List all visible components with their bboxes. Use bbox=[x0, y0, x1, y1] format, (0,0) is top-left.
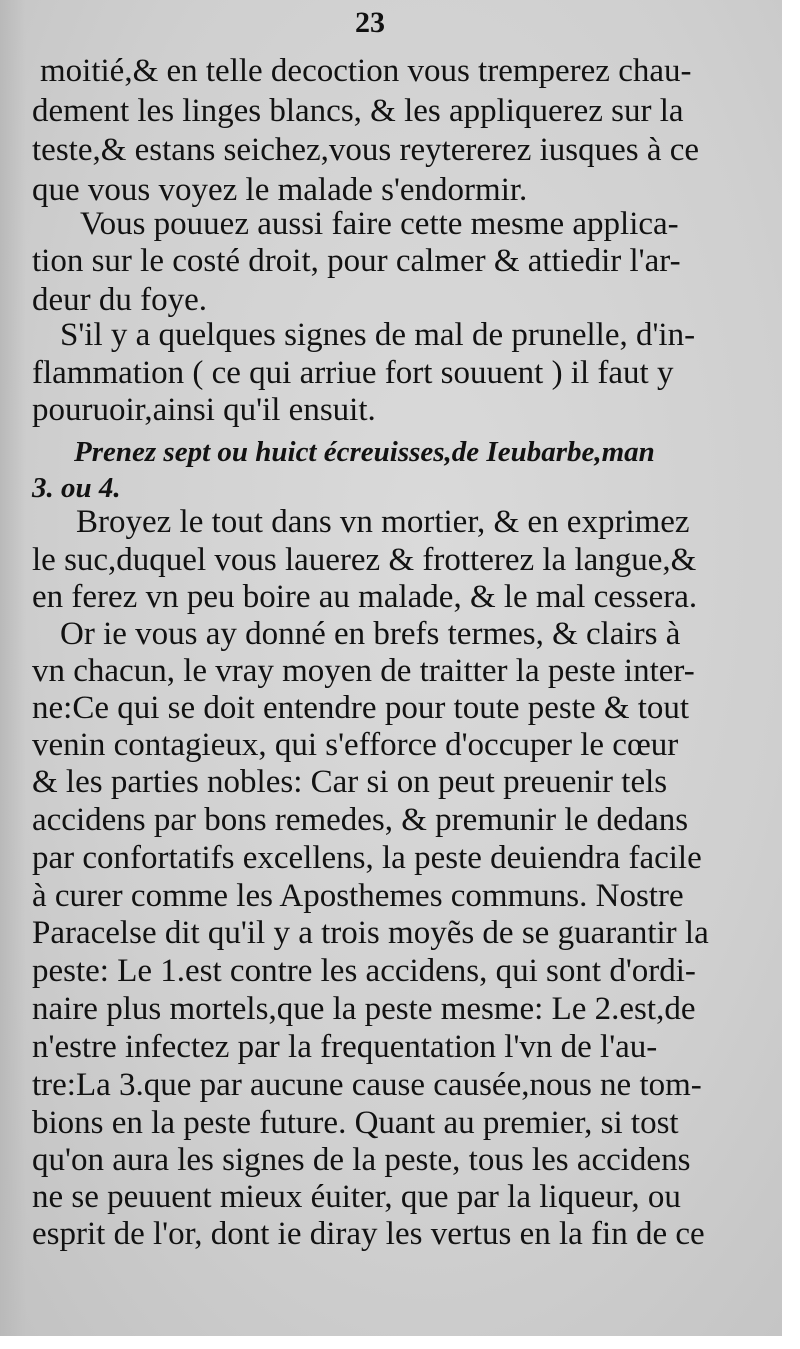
text-line-italic: 3. ou 4. bbox=[32, 472, 121, 504]
text-line: flammation ( ce qui arriue fort souuent ) il faut y bbox=[32, 355, 674, 391]
text-line: le suc,duquel vous lauerez & frotterez la langue,& bbox=[32, 542, 697, 578]
text-line: & les parties nobles: Car si on peut preuenir tels bbox=[32, 764, 668, 800]
text-line: bions en la peste future. Quant au premier, si tost bbox=[32, 1105, 679, 1141]
text-line: tre:La 3.que par aucune cause causée,nous ne tom- bbox=[32, 1067, 702, 1103]
text-line: pouruoir,ainsi qu'il ensuit. bbox=[32, 392, 376, 428]
text-line: venin contagieux, qui s'efforce d'occuper le cœur bbox=[32, 727, 679, 763]
text-line: esprit de l'or, dont ie diray les vertus en la fin de ce bbox=[32, 1216, 705, 1252]
text-line: ne se peuuent mieux éuiter, que par la liqueur, ou bbox=[32, 1179, 681, 1215]
text-line: en ferez vn peu boire au malade, & le mal cessera. bbox=[32, 579, 698, 615]
text-line: ne:Ce qui se doit entendre pour toute peste & tout bbox=[32, 690, 690, 726]
text-line-italic: Prenez sept ou huict écreuisses,de Ieubarbe,man bbox=[74, 436, 655, 468]
page-number: 23 bbox=[355, 6, 385, 39]
text-line: deur du foye. bbox=[32, 282, 208, 318]
text-line: S'il y a quelques signes de mal de prunelle, d'in- bbox=[60, 317, 696, 353]
text-line: vn chacun, le vray moyen de traitter la peste inter- bbox=[32, 653, 695, 689]
page-spine-shadow bbox=[0, 0, 26, 1336]
text-line: par confortatifs excellens, la peste deuiendra facile bbox=[32, 840, 702, 876]
text-line: Broyez le tout dans vn mortier, & en exprimez bbox=[76, 504, 690, 540]
text-line: Vous pouuez aussi faire cette mesme applica- bbox=[80, 206, 679, 242]
text-line: qu'on aura les signes de la peste, tous les accidens bbox=[32, 1142, 691, 1178]
text-line: moitié,& en telle decoction vous tremperez chau- bbox=[40, 53, 692, 89]
text-line: à curer comme les Aposthemes communs. Nostre bbox=[32, 878, 684, 914]
text-line: peste: Le 1.est contre les accidens, qui sont d'ordi- bbox=[32, 953, 696, 989]
text-line: n'estre infectez par la frequentation l'vn de l'au- bbox=[32, 1029, 658, 1065]
text-line: Paracelse dit qu'il y a trois moyẽs de se guarantir la bbox=[32, 915, 709, 951]
text-line: teste,& estans seichez,vous reytererez iusques à ce bbox=[32, 132, 700, 168]
text-line: Or ie vous ay donné en brefs termes, & clairs à bbox=[60, 616, 681, 652]
text-line: accidens par bons remedes, & premunir le dedans bbox=[32, 802, 689, 838]
text-line: que vous voyez le malade s'endormir. bbox=[32, 172, 528, 208]
text-line: dement les linges blancs, & les appliquerez sur la bbox=[32, 93, 684, 129]
text-line: tion sur le costé droit, pour calmer & attiedir l'ar- bbox=[32, 243, 681, 279]
text-line: naire plus mortels,que la peste mesme: Le 2.est,de bbox=[32, 991, 696, 1027]
